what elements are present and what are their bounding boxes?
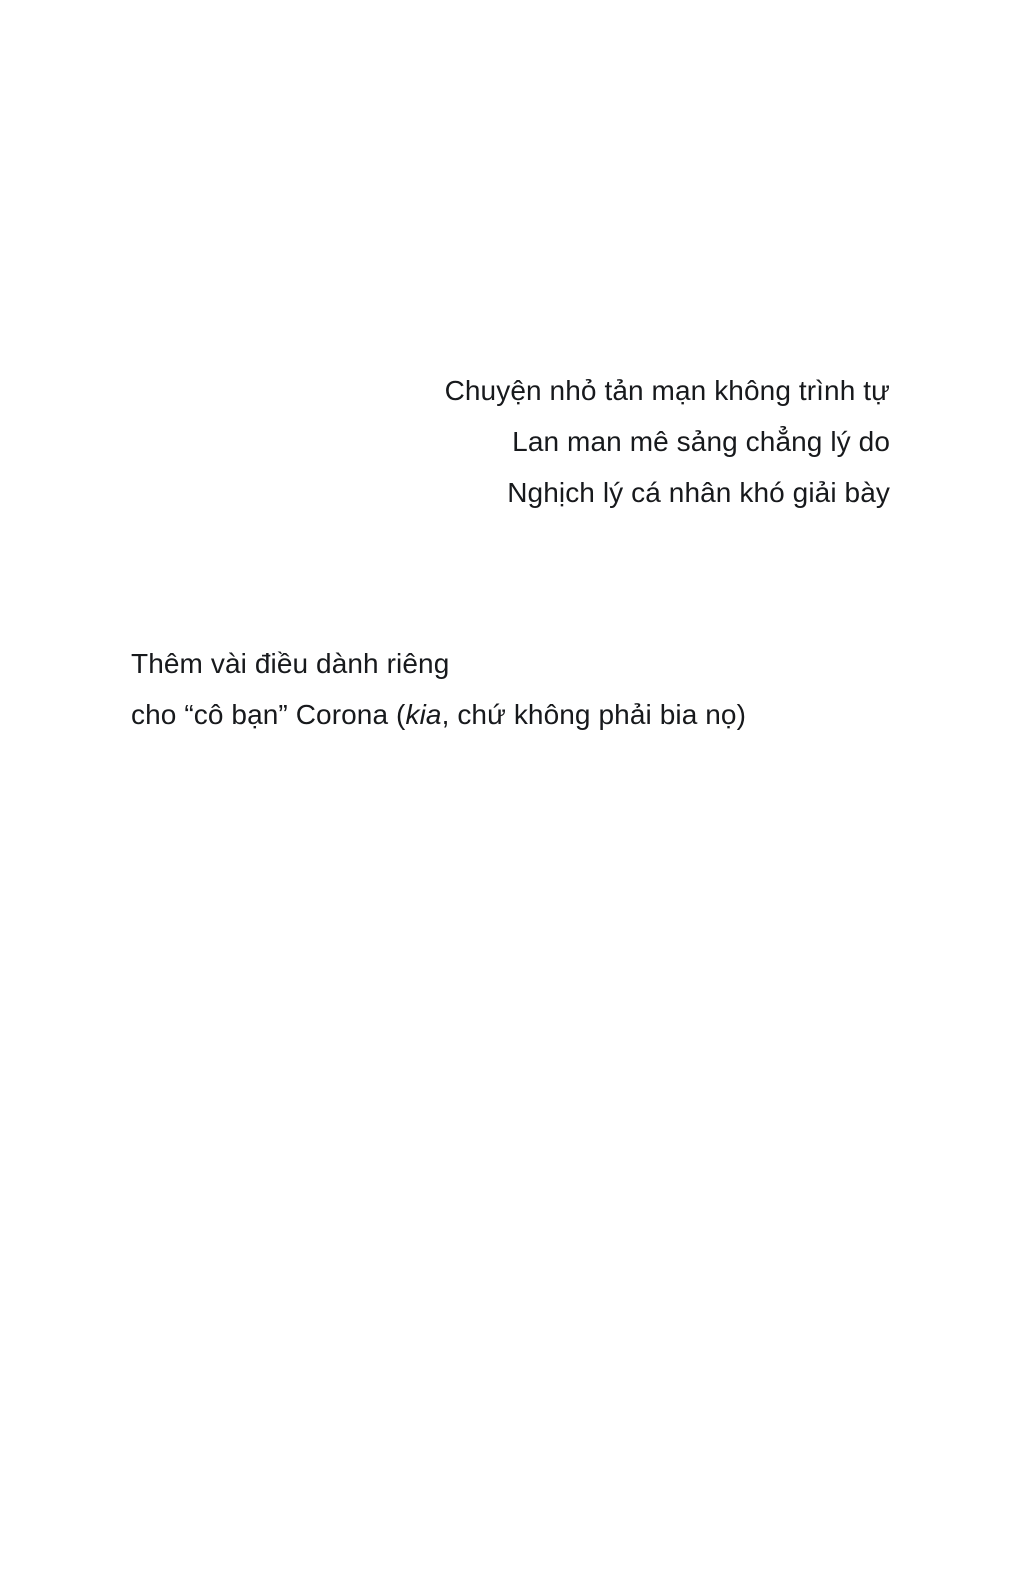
paragraph-line-1: Thêm vài điều dành riêng — [131, 648, 450, 679]
body-paragraph — [131, 638, 931, 740]
verse-line-1: Chuyện nhỏ tản mạn không trình tự — [444, 375, 890, 406]
paragraph-line-2 — [131, 689, 931, 740]
verse-line-3: Nghịch lý cá nhân khó giải bày — [507, 477, 890, 508]
paragraph-line-2-prefix: cho “cô bạn” Corona ( — [131, 699, 406, 730]
paragraph-line-2-emphasis: kia — [405, 699, 442, 730]
verse-line-2: Lan man mê sảng chẳng lý do — [512, 426, 890, 457]
epigraph-verse — [100, 365, 890, 518]
paragraph-line-2-suffix: , chứ không phải bia nọ) — [441, 699, 747, 730]
